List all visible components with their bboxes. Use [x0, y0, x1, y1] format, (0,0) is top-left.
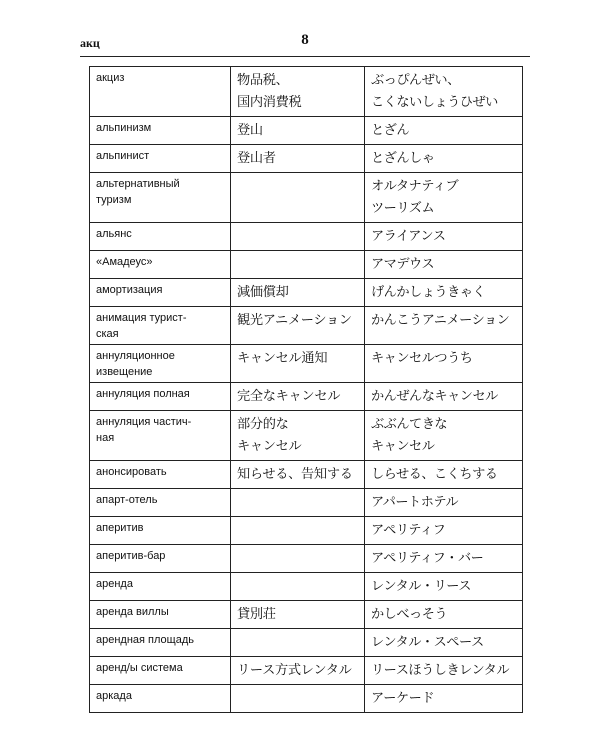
table-row — [90, 545, 523, 573]
japanese-kanji-cell — [231, 461, 365, 489]
cell-text-line: こくないしょうひぜい — [371, 95, 498, 110]
cell-text-line: アペリティフ・バー — [371, 551, 484, 566]
japanese-kana-cell — [365, 279, 523, 307]
russian-term-cell — [90, 657, 231, 685]
russian-term-cell — [90, 545, 231, 573]
japanese-kanji-cell — [231, 145, 365, 173]
cell-text-line: リースほうしきレンタル — [371, 663, 510, 678]
cell-text-line: 物品税、 — [237, 73, 289, 88]
table-row — [90, 685, 523, 713]
table-row — [90, 251, 523, 279]
japanese-kana-cell — [365, 383, 523, 411]
japanese-kanji-cell — [231, 251, 365, 279]
cell-text-line: キャンセル通知 — [237, 351, 328, 366]
cell-text-line: 観光アニメーション — [237, 313, 352, 328]
russian-term-cell — [90, 411, 231, 461]
japanese-kanji-cell — [231, 657, 365, 685]
cell-text-line: キャンセル — [371, 439, 435, 454]
russian-term-cell — [90, 117, 231, 145]
japanese-kana-cell — [365, 345, 523, 383]
cell-text-line: とざん — [371, 123, 410, 138]
russian-term-cell — [90, 145, 231, 173]
japanese-kana-cell — [365, 145, 523, 173]
table-row — [90, 67, 523, 117]
japanese-kanji-cell — [231, 685, 365, 713]
table-row — [90, 145, 523, 173]
table-row — [90, 307, 523, 345]
russian-term-cell — [90, 517, 231, 545]
japanese-kanji-cell — [231, 411, 365, 461]
cell-text-line: 登山者 — [237, 151, 276, 166]
japanese-kanji-cell — [231, 117, 365, 145]
russian-term-cell — [90, 345, 231, 383]
japanese-kana-cell — [365, 573, 523, 601]
cell-text-line: аперитив-бар — [96, 550, 166, 562]
cell-text-line: туризм — [96, 194, 132, 206]
japanese-kanji-cell — [231, 67, 365, 117]
table-row — [90, 345, 523, 383]
cell-text-line: анимация турист- — [96, 312, 187, 324]
cell-text-line: альпинист — [96, 150, 150, 162]
russian-term-cell — [90, 67, 231, 117]
cell-text-line: レンタル・リース — [371, 579, 471, 594]
table-row — [90, 573, 523, 601]
russian-term-cell — [90, 461, 231, 489]
table-row — [90, 629, 523, 657]
japanese-kana-cell — [365, 629, 523, 657]
cell-text-line: ская — [96, 328, 119, 340]
cell-text-line: аннуляционное — [96, 350, 175, 362]
cell-text-line: アパートホテル — [371, 495, 459, 510]
cell-text-line: 登山 — [237, 123, 263, 138]
japanese-kanji-cell — [231, 307, 365, 345]
cell-text-line: 完全なキャンセル — [237, 389, 341, 404]
japanese-kanji-cell — [231, 173, 365, 223]
cell-text-line: とざんしゃ — [371, 151, 435, 166]
cell-text-line: げんかしょうきゃく — [371, 285, 486, 300]
cell-text-line: アマデウス — [371, 257, 435, 272]
cell-text-line: аркада — [96, 690, 132, 702]
cell-text-line: しらせる、こくちする — [371, 467, 498, 482]
table-row — [90, 279, 523, 307]
cell-text-line: аренда виллы — [96, 606, 169, 618]
japanese-kana-cell — [365, 517, 523, 545]
cell-text-line: リース方式レンタル — [237, 663, 352, 678]
cell-text-line: апарт-отель — [96, 494, 158, 506]
cell-text-line: амортизация — [96, 284, 163, 296]
japanese-kanji-cell — [231, 629, 365, 657]
russian-term-cell — [90, 383, 231, 411]
cell-text-line: レンタル・スペース — [371, 635, 484, 650]
table-row — [90, 411, 523, 461]
cell-text-line: アライアンス — [371, 229, 446, 244]
cell-text-line: アペリティフ — [371, 523, 446, 538]
cell-text-line: かしべっそう — [371, 607, 448, 622]
cell-text-line: 貸別荘 — [237, 607, 276, 622]
cell-text-line: анонсировать — [96, 466, 167, 478]
cell-text-line: ぶっぴんぜい、 — [371, 73, 460, 88]
japanese-kana-cell — [365, 657, 523, 685]
japanese-kana-cell — [365, 67, 523, 117]
japanese-kanji-cell — [231, 517, 365, 545]
table-row — [90, 601, 523, 629]
table-row — [90, 173, 523, 223]
cell-text-line: かんぜんなキャンセル — [371, 389, 498, 404]
russian-term-cell — [90, 279, 231, 307]
russian-term-cell — [90, 223, 231, 251]
cell-text-line: かんこうアニメーション — [371, 313, 510, 328]
cell-text-line: альтернативный — [96, 178, 180, 190]
cell-text-line: 部分的な — [237, 417, 289, 432]
russian-term-cell — [90, 251, 231, 279]
table-row — [90, 657, 523, 685]
japanese-kana-cell — [365, 307, 523, 345]
page-header — [80, 30, 530, 54]
russian-term-cell — [90, 573, 231, 601]
russian-term-cell — [90, 601, 231, 629]
table-row — [90, 117, 523, 145]
cell-text-line: 知らせる、告知する — [237, 467, 353, 482]
japanese-kanji-cell — [231, 573, 365, 601]
japanese-kanji-cell — [231, 601, 365, 629]
japanese-kana-cell — [365, 173, 523, 223]
russian-term-cell — [90, 489, 231, 517]
japanese-kana-cell — [365, 545, 523, 573]
cell-text-line: аннуляция частич- — [96, 416, 192, 428]
japanese-kanji-cell — [231, 545, 365, 573]
page-number: 8 — [301, 32, 309, 48]
japanese-kana-cell — [365, 411, 523, 461]
cell-text-line: オルタナティブ — [371, 179, 459, 194]
table-row — [90, 517, 523, 545]
cell-text-line: аперитив — [96, 522, 144, 534]
japanese-kanji-cell — [231, 383, 365, 411]
cell-text-line: ぶぶんてきな — [371, 417, 448, 432]
cell-text-line: акциз — [96, 72, 125, 84]
japanese-kana-cell — [365, 117, 523, 145]
russian-term-cell — [90, 685, 231, 713]
cell-text-line: «Амадеус» — [96, 256, 153, 268]
japanese-kana-cell — [365, 489, 523, 517]
cell-text-line: ная — [96, 432, 115, 444]
cell-text-line: извещение — [96, 366, 153, 378]
cell-text-line: аннуляция полная — [96, 388, 190, 400]
cell-text-line: 減価償却 — [237, 285, 289, 300]
japanese-kana-cell — [365, 251, 523, 279]
japanese-kanji-cell — [231, 223, 365, 251]
cell-text-line: 国内消費税 — [237, 95, 302, 110]
russian-term-cell — [90, 307, 231, 345]
cell-text-line: альянс — [96, 228, 132, 240]
japanese-kana-cell — [365, 223, 523, 251]
cell-text-line: キャンセル — [237, 439, 302, 454]
cell-text-line: アーケード — [371, 691, 435, 706]
running-head: акц — [80, 36, 100, 50]
cell-text-line: аренда — [96, 578, 133, 590]
dictionary-table — [89, 66, 523, 713]
japanese-kana-cell — [365, 461, 523, 489]
cell-text-line: ツーリズム — [371, 201, 435, 216]
russian-term-cell — [90, 173, 231, 223]
cell-text-line: аренд/ы система — [96, 662, 183, 674]
header-rule — [80, 56, 530, 57]
japanese-kanji-cell — [231, 489, 365, 517]
table-row — [90, 383, 523, 411]
japanese-kana-cell — [365, 685, 523, 713]
russian-term-cell — [90, 629, 231, 657]
table-row — [90, 223, 523, 251]
table-row — [90, 489, 523, 517]
japanese-kanji-cell — [231, 279, 365, 307]
japanese-kana-cell — [365, 601, 523, 629]
cell-text-line: арендная площадь — [96, 634, 194, 646]
table-row — [90, 461, 523, 489]
cell-text-line: キャンセルつうち — [371, 351, 473, 366]
cell-text-line: альпинизм — [96, 122, 152, 134]
japanese-kanji-cell — [231, 345, 365, 383]
